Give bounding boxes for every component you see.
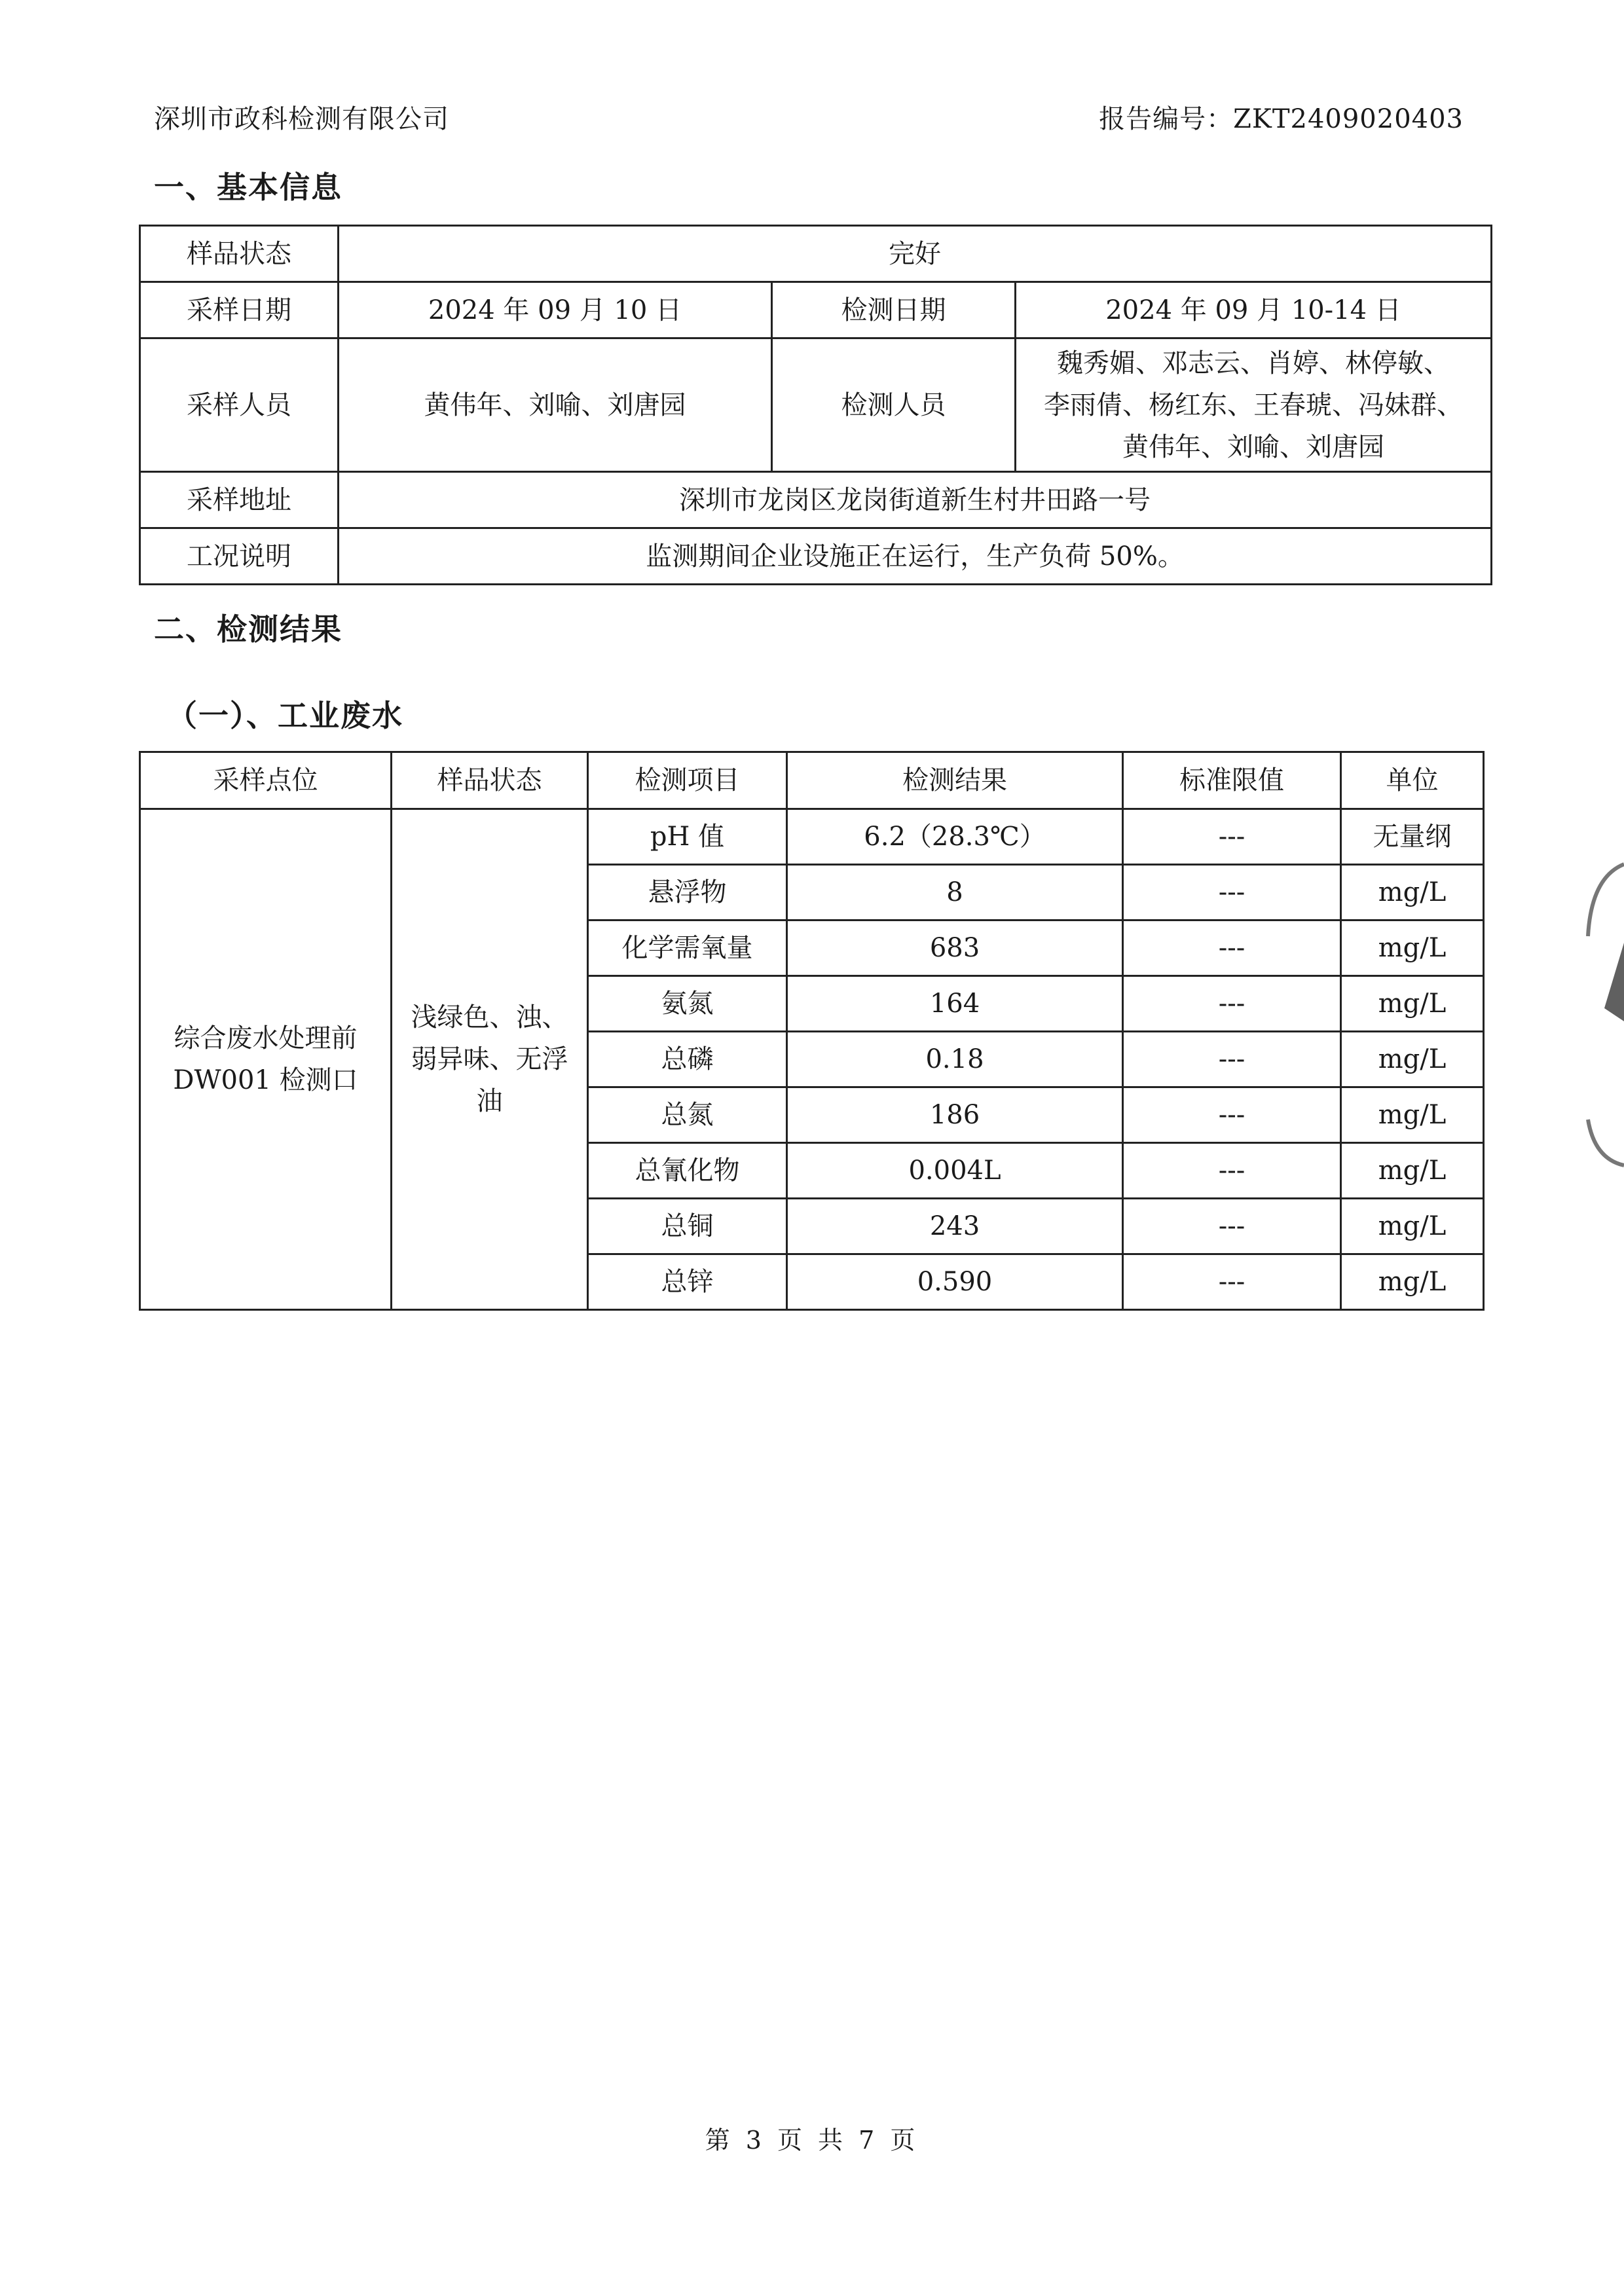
column-header: 检测项目: [588, 752, 787, 809]
address-label: 采样地址: [140, 472, 339, 528]
testers-label: 检测人员: [772, 338, 1016, 472]
results-table: [139, 751, 1485, 1311]
column-header: 单位: [1341, 752, 1484, 809]
test-result: 186: [787, 1087, 1123, 1143]
state-line: 弱异味、无浮: [411, 1044, 568, 1074]
table-row: [140, 282, 1492, 338]
test-item: 化学需氧量: [588, 920, 787, 976]
column-header: 样品状态: [392, 752, 588, 809]
test-result: 0.004L: [787, 1143, 1123, 1199]
table-row: [140, 809, 1484, 865]
state-line: 油: [476, 1086, 503, 1116]
test-result: 164: [787, 976, 1123, 1032]
condition-value: 监测期间企业设施正在运行，生产负荷 50%。: [339, 528, 1492, 585]
company-name: 深圳市政科检测有限公司: [154, 104, 449, 134]
unit: mg/L: [1341, 976, 1484, 1032]
testers-value: [1016, 338, 1492, 472]
table-row: [140, 338, 1492, 472]
section-results-title: 二、检测结果: [154, 611, 342, 647]
location-line: DW001 检测口: [173, 1065, 358, 1095]
sample-status-label: 样品状态: [140, 226, 339, 282]
column-header: 检测结果: [787, 752, 1123, 809]
test-result: 243: [787, 1199, 1123, 1254]
standard-limit: ---: [1123, 1032, 1341, 1087]
test-date-value: 2024 年 09 月 10-14 日: [1016, 282, 1492, 338]
unit: mg/L: [1341, 1254, 1484, 1310]
seal-stamp: [1578, 858, 1624, 1172]
basic-info-table: [139, 225, 1492, 585]
test-item: 总氰化物: [588, 1143, 787, 1199]
test-item: pH 值: [588, 809, 787, 865]
test-item: 氨氮: [588, 976, 787, 1032]
unit: mg/L: [1341, 1032, 1484, 1087]
test-result: 0.590: [787, 1254, 1123, 1310]
state-line: 浅绿色、浊、: [411, 1002, 568, 1032]
table-row: [140, 528, 1492, 585]
standard-limit: ---: [1123, 865, 1341, 920]
unit: mg/L: [1341, 1087, 1484, 1143]
standard-limit: ---: [1123, 976, 1341, 1032]
standard-limit: ---: [1123, 1143, 1341, 1199]
test-item: 总磷: [588, 1032, 787, 1087]
table-row: [140, 472, 1492, 528]
testers-line: 黄伟年、刘喻、刘唐园: [1122, 431, 1385, 462]
test-item: 总锌: [588, 1254, 787, 1310]
standard-limit: ---: [1123, 809, 1341, 865]
test-result: 8: [787, 865, 1123, 920]
subsection-wastewater-title: （一）、工业废水: [167, 698, 403, 733]
table-header-row: [140, 752, 1484, 809]
test-result: 683: [787, 920, 1123, 976]
location-line: 综合废水处理前: [174, 1023, 358, 1053]
unit: mg/L: [1341, 1143, 1484, 1199]
samplers-label: 采样人员: [140, 338, 339, 472]
unit: 无量纲: [1341, 809, 1484, 865]
test-item: 总铜: [588, 1199, 787, 1254]
test-date-label: 检测日期: [772, 282, 1016, 338]
report-number: 报告编号：ZKT2409020403: [1099, 104, 1464, 134]
condition-label: 工况说明: [140, 528, 339, 585]
sample-state: [392, 809, 588, 1310]
test-result: 6.2（28.3℃）: [787, 809, 1123, 865]
sampling-location: [140, 809, 392, 1310]
test-item: 总氮: [588, 1087, 787, 1143]
unit: mg/L: [1341, 920, 1484, 976]
unit: mg/L: [1341, 865, 1484, 920]
samplers-value: 黄伟年、刘喻、刘唐园: [339, 338, 772, 472]
unit: mg/L: [1341, 1199, 1484, 1254]
testers-line: 魏秀媚、邓志云、肖婷、林停敏、: [1057, 348, 1450, 378]
page-number: 第 3 页 共 7 页: [705, 2126, 919, 2155]
sampling-date-value: 2024 年 09 月 10 日: [339, 282, 772, 338]
address-value: 深圳市龙岗区龙岗街道新生村井田路一号: [339, 472, 1492, 528]
column-header: 采样点位: [140, 752, 392, 809]
column-header: 标准限值: [1123, 752, 1341, 809]
sample-status-value: 完好: [339, 226, 1492, 282]
testers-line: 李雨倩、杨红东、王春琥、冯妹群、: [1044, 390, 1464, 420]
test-result: 0.18: [787, 1032, 1123, 1087]
table-row: [140, 226, 1492, 282]
sampling-date-label: 采样日期: [140, 282, 339, 338]
standard-limit: ---: [1123, 1199, 1341, 1254]
test-item: 悬浮物: [588, 865, 787, 920]
standard-limit: ---: [1123, 1254, 1341, 1310]
standard-limit: ---: [1123, 920, 1341, 976]
section-basic-info-title: 一、基本信息: [154, 170, 342, 205]
standard-limit: ---: [1123, 1087, 1341, 1143]
